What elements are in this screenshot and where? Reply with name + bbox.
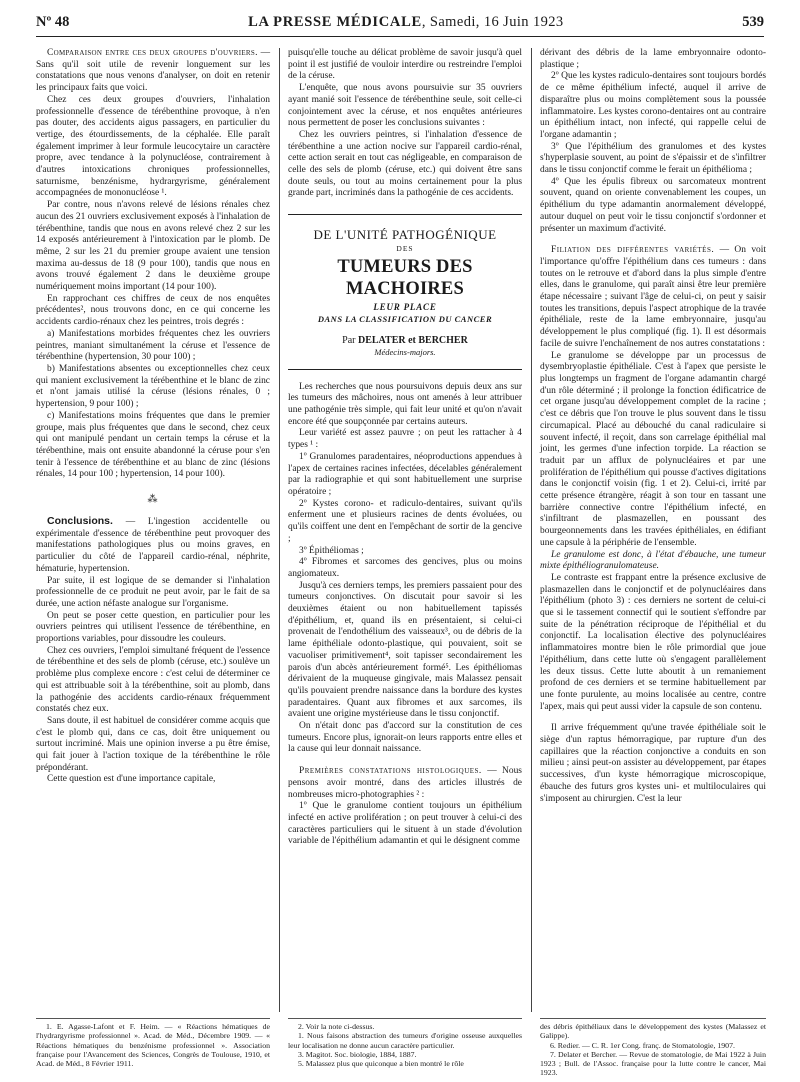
footnote: 6. Redier. — C. R. 1er Cong. franç. de Stomatologie, 1907.	[550, 1040, 735, 1050]
section-heading: Comparaison entre ces deux groupes d'ouvriers.	[47, 48, 258, 58]
list-item: 2º Que les kystes radiculo-dentaires sont toujours bordés de ce même épithélium infecté, auquel il arrive de disparaître plus ou moins complètement sous la poussée inflammatoire. Les kystes corono-dentaires ont au contraire un épithélium intact, non infecté, qui rappelle celui de l'organe adamantin ;	[540, 71, 766, 140]
list-item: 1º Que le granulome contient toujours un épithélium infecté en active prolifération ; on peut trouver à celui-ci des caractères particuliers qui le situent à un stade d'évolution variable de l'épithélium adamantin et qui le désignent comme	[288, 801, 522, 847]
section-separator: ⁂	[147, 494, 159, 506]
column-1	[36, 48, 270, 786]
authors-prefix: Par	[342, 335, 358, 347]
paragraph: En rapprochant ces chiffres de ceux de nos enquêtes précédentes², nous trouvons donc, en ce qui concerne les accidents cardio-rénaux chez les peintres, trois degrés :	[36, 293, 270, 328]
list-item: b) Manifestations absentes ou exceptionnelles chez ceux qui manient exclusivement la térébenthine et le blanc de zinc et n'ont jamais utilisé la céruse (lésions rénales, 0 ; hypertension, 9 pour 100) ;	[36, 363, 270, 410]
footnote-rule	[540, 1018, 766, 1019]
paragraph: Le granulome est donc, à l'état d'ébauche, une tumeur mixte épithéliogranulomateuse.	[540, 549, 766, 572]
article-title-block	[288, 214, 522, 370]
paragraph: Jusqu'à ces derniers temps, les premiers passaient pour des tumeurs conjonctives. On discutait pour savoir si les deuxièmes étaient ou non habituellement tapissés d'épithélium, et, quand ils en présentaient, si celui-ci provenait de l'endothélium des vaisseaux³, ou de débris de la lame épithéliale odonto-plastique, qui pouvaient, soit se vacuoliser primitivement⁴, soit tapisser secondairement les parois d'un abcès antérieurement formé⁵. Les épithéliomas dérivaient de la muqueuse gingivale, mais Malassez pensait qu'ils pouvaient prendre naissance dans la bordure des kystes paradentaires. Quant aux fibromes et aux sarcomes, ils avaient une origine mystérieuse dans le tissu conjonctif.	[288, 580, 522, 720]
article-authors	[288, 335, 522, 347]
footnote: des débris épithéliaux dans le développement des kystes (Malassez et Galippe).	[540, 1022, 766, 1041]
section-heading: Premières constatations histologiques.	[299, 766, 482, 777]
article-title-line: DES	[396, 244, 414, 254]
list-item: 4º Fibromes et sarcomes des gencives, plus ou moins angiomateux.	[288, 557, 522, 579]
paragraph-text: — On voit l'importance qu'offre l'épithélium dans ces tumeurs : dans toutes on le retrouve et d'abord dans la plus simple d'entre elles, dans le granulome, qui paraît ainsi être leur première étape nécessaire ; suivant l'âge de celui-ci, on peut y saisir toutes les transitions, depuis l'aspect atrophique de la travée épithéliale, reste de la lame embryonnaire, jusqu'au développement le plus compliqué (fig. 1). Il est désormais facile de suivre l'enchaînement de nos autres constatations :	[540, 245, 766, 349]
paragraph: Sans doute, il est habituel de considérer comme acquis que c'est le plomb qui, dans ce cas, doit être uniquement ou surtout incriminé. Mais une opinion inverse a pu être émise, qui fait jouer à l'action toxique de la térébenthine le rôle prépondérant.	[36, 715, 270, 773]
paragraph: puisqu'elle touche au délicat problème de savoir jusqu'à quel point il est justifié de vouloir interdire ou restreindre l'emploi de la céruse.	[288, 48, 522, 82]
footnote: 7. Delater et Bercher. — Revue de stomatologie, de Mai 1922 à Juin 1923 ; Bull. de l'Assoc. française pour la lutte contre le cancer, Mai 1923.	[540, 1049, 766, 1078]
issue-number: Nº 48	[36, 14, 70, 30]
journal-name: LA PRESSE MÉDICALE	[248, 14, 422, 30]
list-item: 2º Kystes corono- et radiculo-dentaires, suivant qu'ils enferment une et plusieurs racines de dents évoluées, ou qu'ils coiffent une dent en l'empêchant de sortir de la gencive ;	[288, 498, 522, 544]
authors-names: DELATER et BERCHER	[358, 335, 468, 347]
paragraph: Leur variété est assez pauvre ; on peut les rattacher à 4 types ¹ :	[288, 428, 522, 451]
paragraph: On peut se poser cette question, en particulier pour les ouvriers peintres qui utilisent l'essence de térébenthine, en proportions variables, pour dissoudre les couleurs.	[36, 610, 270, 645]
list-item: a) Manifestations morbides fréquentes chez les ouvriers peintres, maniant simultanément la céruse et l'essence de térébenthine (hypertension, 30 pour 100) ;	[36, 328, 270, 363]
article-subtitle: DANS LA CLASSIFICATION DU CANCER	[317, 313, 493, 324]
paragraph-text: — Sans qu'il soit utile de revenir longuement sur les constatations que nous venons d'analyser, on doit en retenir les principaux faits que voici.	[36, 48, 270, 94]
article-title-line: DE L'UNITÉ PATHOGÉNIQUE	[313, 227, 497, 243]
footnotes-column-1	[36, 1022, 270, 1068]
list-item: c) Manifestations moins fréquentes que dans le premier groupe, mais plus fréquentes que dans le second, chez ceux qui ont manipulé pendant un certain temps la céruse et la térébenthine, mais ont ensuite abandonné la céruse pour s'en tenir à l'essence de térébenthine et au blanc de zinc (lésions rénales, 14 pour 100 ; hypertension, 14 pour 100).	[36, 410, 270, 480]
paragraph: Chez ces ouvriers, l'emploi simultané fréquent de l'essence de térébenthine et des sels de plomb (céruse, etc.) soulève un problème plus complexe encore : c'est celui de déterminer ce qui est attribuable soit à la térébenthine, soit au plomb, dans la pathogénie des accidents cardio-rénaux fréquemment constatés chez eux.	[36, 645, 270, 715]
list-item: 4º Que les épulis fibreux ou sarcomateux montrent souvent, quand on oriente convenablement les coupes, un épithélium du type adamantin anormalement développé, autour duquel on peut voir le tissu conjonctif s'ordonner et présenter un maximum d'activité.	[540, 176, 766, 234]
paragraph	[36, 516, 270, 576]
paragraph: On n'était donc pas d'accord sur la constitution de ces tumeurs. Encore plus, ignorait-on leurs rapports entre elles et la cause qui leur donnait naissance.	[288, 721, 522, 755]
footnote: 1. E. Agasse-Lafont et F. Heim. — « Réactions hématiques de l'hydrargyrisme professionnel ». Acad. de Méd., Décembre 1909. — « Réactions hématiques du benzénisme professionnel ». Association française pour l'Avancement des Sciences, Congrès de Toulouse, 1910, et Acad. de Méd., 8 Février 1911.	[36, 1022, 270, 1069]
running-header	[36, 14, 764, 37]
paragraph-text: — L'ingestion accidentelle ou expérimentale d'essence de térébenthine peut provoquer des manifestations pathologiques plus ou moins graves, en particulier du côté de l'appareil cardio-rénal, néphrite, hématurie, hypertension.	[36, 517, 270, 574]
article-title-main: TUMEURS DES MACHOIRES	[337, 256, 473, 299]
paragraph	[288, 766, 522, 801]
issue-date: , Samedi, 16 Juin 1923	[421, 14, 564, 30]
footnote: 3. Magitot. Soc. biologie, 1884, 1887.	[298, 1049, 417, 1059]
list-item: 3º Que l'épithélium des granulomes et des kystes s'hyperplasie souvent, au point de s'épaissir et de s'infiltrer dans le tissu conjonctif comme le ferait un épithélioma ;	[540, 141, 766, 176]
paragraph: Les recherches que nous poursuivons depuis deux ans sur les tumeurs des mâchoires, nous ont amenés à leur attribuer une pathogénie très simple, qui fait leur unité et qu'on n'avait encore été que soupçonnée par certains auteurs.	[288, 381, 522, 427]
paragraph: dérivant des débris de la lame embryonnaire odonto-plastique ;	[540, 48, 766, 70]
footnote: 1. Nous faisons abstraction des tumeurs d'origine osseuse auxquelles leur localisation ne donne aucun caractère particulier.	[288, 1031, 522, 1050]
authors-role: Médecins-majors.	[374, 346, 436, 357]
paragraph: Par contre, nous n'avons relevé de lésions rénales chez aucun des 21 ouvriers exclusivement exposés à l'inhalation de térébenthine, tandis que nous en avons relevé chez 2 sur les 14 exposés antérieurement à l'intoxication par le plomb. De même, 2 sur les 21 du premier groupe avaient une tension maxima au-dessus de 18 (9 pour 100), tandis que nous en avons trouvé également 2 dans le deuxième groupe numériquement moins important (14 pour 100).	[36, 200, 270, 293]
footnotes-column-3	[540, 1022, 766, 1078]
section-heading: Filiation des différentes variétés.	[551, 245, 715, 256]
column-rule-1	[279, 48, 280, 1012]
journal-title	[248, 14, 563, 31]
paragraph	[36, 48, 270, 95]
paragraph: Il arrive fréquemment qu'une travée épithéliale soit le siège d'un raptus hémorragique, par rupture d'un des capillaires que la réaction conjonctive a conduits en son milieu ; ainsi peut-on assister au développement, par étapes successives, d'un kyste hémorragique microscopique, ébauche des futurs gros kystes uni- et multiloculaires qui s'imposent au chirurgien. C'est la leur	[540, 723, 766, 804]
column-3	[540, 48, 766, 805]
footnotes-column-2	[288, 1022, 522, 1068]
column-2	[288, 48, 522, 848]
page-number: 539	[742, 14, 764, 30]
list-item: 1º Granulomes paradentaires, néoproductions appendues à l'apex de certaines racines infectées, décelables généralement par la radiographie et qui sont habituellement une surprise opératoire ;	[288, 451, 522, 497]
paragraph: Chez ces deux groupes d'ouvriers, l'inhalation professionnelle d'essence de térébenthine provoque, à n'en pas douter, des accidents aigus passagers, en particulier du vertige, des étourdissements, de la céphalée. Elle paraît également imprimer à leur formule leucocytaire un caractère propre, avec tendance à la polynucléose, contrairement à d'autres intoxications chroniques professionnelles, saturnisme, benzénisme, hydrargyrisme, généralement accompagnées de mononucléose ¹.	[36, 94, 270, 199]
footnote: 2. Voir la note ci-dessus.	[298, 1022, 375, 1031]
list-item: 3º Épithéliomas ;	[299, 545, 364, 556]
footnote: 5. Malassez plus que quiconque a bien montré le rôle	[298, 1059, 464, 1069]
article-subtitle: LEUR PLACE	[373, 301, 437, 312]
paragraph-text: — Nous pensons avoir montré, dans des articles illustrés de nombreuses micro-photographies ² :	[288, 766, 522, 800]
paragraph: L'enquête, que nous avons poursuivie sur 35 ouvriers ayant manié soit l'essence de térébenthine seule, soit celle-ci conjointement avec la céruse, et nos enquêtes antérieures nous permettent de poser les conclusions suivantes :	[288, 83, 522, 129]
conclusions-heading: Conclusions.	[47, 515, 113, 528]
paragraph	[540, 245, 766, 350]
column-rule-2	[531, 48, 532, 1012]
paragraph: Cette question est d'une importance capitale,	[47, 774, 216, 785]
footnote-rule	[36, 1018, 270, 1019]
paragraph: Chez les ouvriers peintres, si l'inhalation d'essence de térébenthine a une action nocive sur l'appareil cardio-rénal, cette action serait en tout cas négligeable, en comparaison de celle des sels de plomb (céruse, etc.) qui doivent être sans doute seuls, ou tout au moins certainement pour la plus grande part, incriminés dans la pathogénie de ces accidents.	[288, 129, 522, 199]
footnote-rule	[288, 1018, 522, 1019]
paragraph: Le granulome se développe par un processus de dysembryoplastie épithéliale. C'est à l'apex que persiste le plus longtemps un fragment de l'organe adamantin chargé d'un rôle déterminé ; il prolonge la fonction édificatrice de cet organe jusqu'au développement complet de la racine ; c'est ce débris que l'on trouve le plus souvent dans le tissu circumapical. Placé au débouché du canal radiculaire si souvent infecté, il reçoit, dans son carrelage épithélial mal joint, les germes d'une infection torpide. La réaction se traduit par un afflux de polynucléaires et par une prolifération de l'épithélium qui pousse d'actives digitations dans le conjonctif voisin (fig. 1 et 2). Celui-ci, irrité par cette présence étrangère, réagit à son tour en tassant une barrière connective contre l'épithélium infecté, en s'infiltrant de plasmazellen, en poussant des bourgeonnements dans les travées épithéliales, en édifiant une capsule à la périphérie de l'ensemble.	[540, 350, 766, 548]
paragraph: Par suite, il est logique de se demander si l'inhalation professionnelle de ce produit ne peut avoir, par le fait de sa durée, une action néfaste analogue sur l'organisme.	[36, 575, 270, 609]
paragraph: Le contraste est frappant entre la présence exclusive de plasmazellen dans le conjonctif et de polynucléaires dans l'épithélium (photo 3) : ces derniers ne sortent de celui-ci que si le tassement connectif qui le soutient s'effondre par suite de la pénétration réciproque de l'épithélial et du conjonctif. La localisation élective des polynucléaires inflammatoires montre bien le rôle primordial que joue l'épithélium, dans cette lutte où s'engagent parallèlement les deux tissus. Cette lutte aboutit à un remaniement profond de ces derniers et se termine habituellement par une fonte purulente, au moins localisée au centre, contre l'apex, mais qui peut aussi vider la capsule de son contenu.	[540, 572, 766, 712]
